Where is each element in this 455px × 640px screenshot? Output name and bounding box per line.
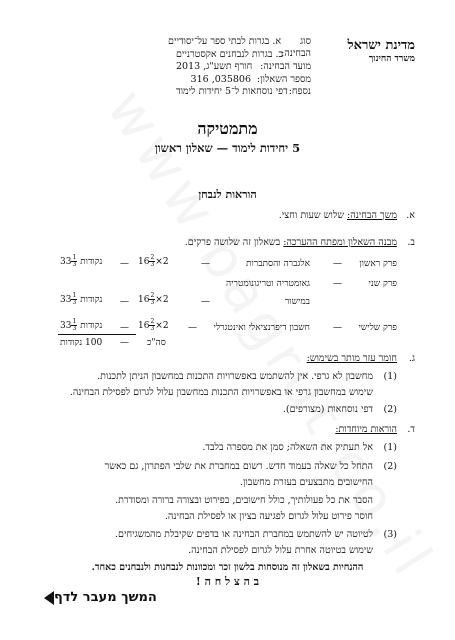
item-text: לטיוטה יש להשתמש במחברת הבחינה או בדפים שקיבלת מהמשגיחים. (115, 529, 373, 540)
points-fraction: $\frac{1}{3}$ (72, 292, 77, 306)
item-text: שימוש במחשבון גרפי או באפשרויות התכנות במחשבון עלול לגרום לפסילת הבחינה. (69, 387, 373, 398)
calc-int: 16 (138, 257, 150, 267)
points-fraction: $\frac{1}{3}$ (72, 254, 77, 268)
chapter-name: פרק ראשון (359, 259, 397, 269)
item-text: שימוש בטיוטה אחרת עלול לגרום לפסילת הבחינה. (188, 545, 373, 556)
section-a-letter: א. (406, 210, 415, 221)
chapter-dash: — (120, 259, 129, 269)
meta-value: א. בגרות לבתי ספר על־יסודיים (168, 36, 282, 47)
points-word: נקודות (80, 257, 103, 267)
state-title: מדינת ישראל (347, 38, 415, 53)
chapter-calc (138, 319, 169, 332)
instructions-heading: הוראות לנבחן (198, 188, 257, 201)
chapter-dash: — (333, 259, 342, 269)
meta-value: חורף תשע"ג, 2013 (176, 61, 253, 72)
chapter-calc (138, 255, 169, 268)
chapter-points (60, 293, 102, 306)
arrow-left-icon (44, 591, 54, 605)
chapter-points (60, 319, 102, 332)
calc-fraction: $\frac{2}{3}$ (150, 318, 155, 332)
continue-text: המשך מעבר לדף (54, 590, 157, 605)
chapter-subject: גאומטריה וטריגונומטריה (225, 279, 310, 289)
meta-label: סוג הבחינה: (281, 36, 311, 59)
section-d-letter: ד. (407, 424, 415, 435)
calc-mult: ×2 (155, 295, 169, 305)
chapter-dash: — (120, 338, 129, 348)
calc-int: 16 (138, 295, 150, 305)
item-text: התחל כל שאלה בעמוד חדש. רשום במחברת את שלבי הפתרון, גם כאשר (104, 461, 373, 472)
meta-label: נספח: (288, 86, 311, 97)
section-a (279, 210, 397, 222)
page-title: מתמטיקה (197, 119, 258, 138)
points-word: נקודות (80, 295, 103, 305)
chapter-dash: — (333, 279, 342, 289)
chapter-dash: — (333, 323, 342, 333)
chapter-dash: — (188, 323, 197, 333)
points-int: 33 (60, 321, 72, 331)
chapter-subject: חשבון דיפרנציאלי ואינטגרלי (213, 323, 310, 333)
chapter-name: פרק שני (368, 279, 397, 289)
total-rule (58, 334, 136, 335)
item-number: (2) (383, 461, 397, 472)
page-subtitle: 5 יחידות לימוד — שאלון ראשון (154, 141, 301, 155)
item-text: חוסר פירוט עלול לגרום לפגיעה בציון או לפסילת הבחינה. (164, 511, 373, 522)
section-a-text: שלוש שעות וחצי. (278, 210, 344, 221)
continue-overleaf (40, 590, 157, 606)
chapter-dash: — (120, 323, 129, 333)
meta-row (176, 49, 311, 62)
item-text: החישובים מתבצעים בעזרת מחשבון. (239, 477, 373, 488)
calc-mult: ×2 (155, 257, 169, 267)
item-text: מחשבון לא גרפי. אין להשתמש באפשרויות התכנות במחשבון הניתן לתכנות. (97, 371, 373, 382)
section-a-label: משך הבחינה: (347, 210, 397, 221)
chapter-name: פרק שלישי (358, 323, 397, 333)
calc-int: 16 (138, 321, 150, 331)
chapter-points (60, 255, 102, 268)
gender-notice: ההנחיות בשאלון זה מנוסחות בלשון זכר ומכוונות לנבחנות ולנבחנים כאחד. (91, 562, 364, 573)
section-c-label: חומר עזר מותר בשימוש: (306, 353, 397, 364)
section-b-letter: ב. (407, 237, 415, 248)
meta-row (176, 74, 311, 87)
ministry-title: משרד החינוך (368, 54, 415, 64)
points-word: נקודות (80, 321, 103, 331)
meta-label: מספר השאלון: (256, 73, 311, 85)
chapter-dash: — (201, 259, 210, 269)
chapter-subject-cont: במישור (284, 297, 310, 307)
calc-mult: ×2 (155, 321, 169, 331)
section-b (185, 237, 397, 249)
item-number: (2) (383, 404, 397, 415)
points-int: 33 (60, 257, 72, 267)
exam-meta (168, 36, 311, 99)
section-b-text: בשאלון זה שלושה פרקים. (184, 237, 281, 248)
meta-row (176, 61, 311, 74)
meta-value: דפי נוסחאות ל־5 יחידות לימוד (176, 86, 288, 97)
item-text: אל תעתיק את השאלה; סמן את מספרה בלבד. (202, 442, 373, 453)
meta-row (176, 86, 311, 99)
points-fraction: $\frac{1}{3}$ (72, 318, 77, 332)
item-text: דפי נוסחאות (מצורפים). (282, 404, 373, 415)
section-c-letter: ג. (408, 353, 415, 364)
section-d-label: הוראות מיוחדות: (335, 424, 397, 435)
calc-fraction: $\frac{2}{3}$ (150, 254, 155, 268)
item-number: (1) (383, 371, 397, 382)
good-luck: ב ה צ ל ח ה ! (195, 575, 260, 588)
chapter-subject: אלגברה והסתברות (245, 259, 310, 269)
points-int: 33 (60, 295, 72, 305)
chapter-dash: — (120, 297, 129, 307)
chapter-calc (138, 293, 169, 306)
meta-label: מועד הבחינה: (260, 61, 311, 72)
meta-value: 035806, 316 (190, 73, 251, 85)
item-number: (1) (383, 442, 397, 453)
meta-value: ב. בגרות לנבחנים אקסטרניים (176, 48, 284, 60)
section-b-label: מבנה השאלון ומפתח ההערכה: (283, 237, 397, 248)
total-value: 100 נקודות (60, 338, 103, 348)
meta-label (283, 49, 311, 62)
item-number: (3) (383, 529, 397, 540)
item-text: הסבר את כל פעולותיך, כולל חישובים, בפירוט ובצורה ברורה ומסודרת. (115, 495, 373, 506)
chapter-dash: — (201, 297, 210, 307)
calc-fraction: $\frac{2}{3}$ (150, 292, 155, 306)
total-label: סה"כ (147, 338, 166, 348)
